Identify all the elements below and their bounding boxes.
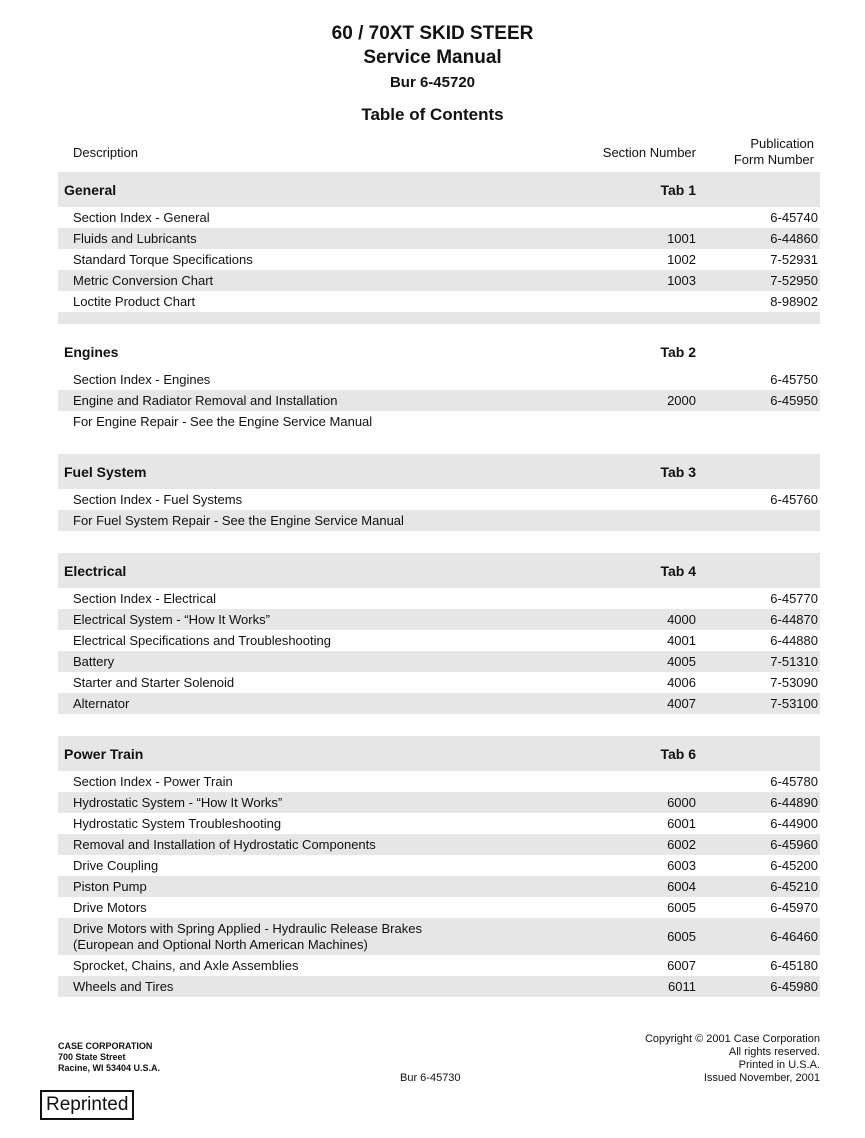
section-header	[58, 454, 820, 489]
footer-bur-number: Bur 6-45730	[400, 1072, 461, 1084]
section-header	[58, 553, 820, 588]
row-description-line: Drive Motors	[73, 900, 147, 915]
toc-row	[58, 693, 820, 714]
manual-subtitle: Service Manual	[363, 47, 502, 68]
row-description-line: Section Index - Power Train	[73, 774, 233, 789]
toc-row	[58, 369, 820, 390]
row-section-number: 6001	[667, 816, 696, 831]
row-description	[73, 612, 270, 628]
row-form-number: 6-45970	[770, 900, 818, 915]
row-section-number: 1002	[667, 252, 696, 267]
row-description-line: Drive Coupling	[73, 858, 159, 873]
row-section-number: 1001	[667, 231, 696, 246]
row-description	[73, 591, 216, 607]
toc-row	[58, 771, 820, 792]
row-description-line: Alternator	[73, 696, 130, 711]
corp-street: 700 State Street	[58, 1052, 126, 1062]
row-description	[73, 414, 372, 430]
toc-row	[58, 228, 820, 249]
row-section-number: 6003	[667, 858, 696, 873]
section-tab: Tab 2	[660, 344, 696, 360]
row-description	[73, 837, 376, 853]
section-name: Electrical	[64, 563, 127, 579]
copyright-line: Copyright © 2001 Case Corporation	[644, 1033, 820, 1045]
section-gap	[58, 531, 820, 553]
toc-row	[58, 249, 820, 270]
section-header	[58, 334, 820, 369]
row-section-number: 6002	[667, 837, 696, 852]
row-description-line: Loctite Product Chart	[73, 294, 196, 309]
row-form-number: 6-45780	[770, 774, 818, 789]
toc-row	[58, 876, 820, 897]
row-description-line: Fluids and Lubricants	[73, 231, 197, 246]
row-section-number: 6007	[667, 958, 696, 973]
row-form-number: 6-45210	[770, 879, 818, 894]
row-description-line: Drive Motors with Spring Applied - Hydraulic Release Brakes	[73, 921, 422, 936]
publication-header	[734, 136, 814, 168]
row-description	[73, 696, 129, 712]
toc-row	[58, 976, 820, 997]
section-number-header: Section Number	[602, 145, 696, 160]
row-section-number: 2000	[667, 393, 696, 408]
row-description	[73, 958, 298, 974]
toc-row	[58, 813, 820, 834]
row-form-number: 7-52950	[770, 273, 818, 288]
row-form-number: 6-44870	[770, 612, 818, 627]
row-description	[73, 492, 242, 508]
row-description	[73, 900, 147, 916]
section-header	[58, 736, 820, 771]
row-description-line: Section Index - Engines	[73, 372, 211, 387]
rights-line: All rights reserved.	[728, 1046, 820, 1058]
row-form-number: 7-53090	[770, 675, 818, 690]
row-form-number: 6-46460	[770, 929, 818, 944]
row-description	[73, 675, 234, 691]
section-name: Engines	[64, 344, 119, 360]
toc-row	[58, 792, 820, 813]
bur-number: Bur 6-45720	[389, 74, 476, 91]
reprinted-stamp: Reprinted	[40, 1090, 134, 1120]
row-section-number: 6000	[667, 795, 696, 810]
row-section-number: 4006	[667, 675, 696, 690]
row-section-number: 1003	[667, 273, 696, 288]
toc-row	[58, 207, 820, 228]
section-tab: Tab 1	[660, 182, 696, 198]
row-description	[73, 921, 422, 953]
section-tab: Tab 3	[660, 464, 696, 480]
row-form-number: 6-45950	[770, 393, 818, 408]
row-form-number: 7-51310	[770, 654, 818, 669]
row-description-line: Standard Torque Specifications	[73, 252, 253, 267]
row-description	[73, 393, 338, 409]
toc-row	[58, 291, 820, 312]
row-form-number: 7-53100	[770, 696, 818, 711]
publication-header-line1: Publication	[750, 136, 814, 151]
row-form-number: 6-45750	[770, 372, 818, 387]
section-tab: Tab 4	[660, 563, 696, 579]
row-description	[73, 294, 195, 310]
row-section-number: 4000	[667, 612, 696, 627]
row-description-line: Hydrostatic System Troubleshooting	[73, 816, 282, 831]
section-name: Fuel System	[64, 464, 147, 480]
row-description-line: Electrical Specifications and Troubleshooting	[73, 633, 331, 648]
row-description-line: For Fuel System Repair - See the Engine Service Manual	[73, 513, 404, 528]
row-section-number: 4005	[667, 654, 696, 669]
row-section-number: 4007	[667, 696, 696, 711]
row-description	[73, 273, 213, 289]
toc-row	[58, 651, 820, 672]
row-form-number: 6-45760	[770, 492, 818, 507]
section-header	[58, 172, 820, 207]
toc-row	[58, 630, 820, 651]
toc-row	[58, 672, 820, 693]
row-section-number: 6011	[668, 979, 696, 994]
publication-header-line2: Form Number	[733, 152, 814, 167]
row-form-number: 6-45770	[770, 591, 818, 606]
row-description-line: Engine and Radiator Removal and Installation	[73, 393, 338, 408]
row-form-number: 6-45200	[770, 858, 818, 873]
row-description	[73, 633, 331, 649]
row-form-number: 6-45960	[770, 837, 818, 852]
row-description-line: For Engine Repair - See the Engine Service Manual	[73, 414, 373, 429]
row-form-number: 6-45740	[770, 210, 818, 225]
corporation-address	[58, 1041, 160, 1074]
row-form-number: 6-45980	[770, 979, 818, 994]
row-description	[73, 816, 281, 832]
row-form-number: 6-44890	[770, 795, 818, 810]
column-headers	[58, 136, 820, 172]
row-description-line: Section Index - General	[73, 210, 210, 225]
manual-title: 60 / 70XT SKID STEER	[331, 23, 534, 44]
toc-row	[58, 855, 820, 876]
section-gap	[58, 324, 820, 334]
row-description-line: Starter and Starter Solenoid	[73, 675, 235, 690]
row-description	[73, 979, 173, 995]
section-gap	[58, 714, 820, 736]
row-section-number: 4001	[667, 633, 696, 648]
row-description	[73, 372, 210, 388]
table-of-contents	[58, 172, 820, 997]
toc-row	[58, 897, 820, 918]
row-description-line: Hydrostatic System - “How It Works”	[73, 795, 283, 810]
corp-name: CASE CORPORATION	[58, 1041, 153, 1051]
row-form-number: 6-44860	[770, 231, 818, 246]
row-description	[73, 513, 404, 529]
row-form-number: 6-44880	[770, 633, 818, 648]
section-name: General	[64, 182, 117, 198]
row-description-line: Piston Pump	[73, 879, 147, 894]
toc-title: Table of Contents	[361, 105, 504, 124]
row-description	[73, 774, 233, 790]
toc-row	[58, 390, 820, 411]
row-form-number: 7-52931	[770, 252, 818, 267]
row-description	[73, 858, 158, 874]
toc-row	[58, 609, 820, 630]
row-section-number: 6005	[667, 929, 696, 944]
row-description-line2: (European and Optional North American Machines)	[73, 937, 368, 952]
row-description-line: Electrical System - “How It Works”	[73, 612, 270, 627]
row-section-number: 6005	[667, 900, 696, 915]
row-form-number: 6-44900	[770, 816, 818, 831]
toc-row	[58, 489, 820, 510]
toc-row	[58, 834, 820, 855]
toc-row	[58, 510, 820, 531]
section-name: Power Train	[64, 746, 144, 762]
toc-row	[58, 955, 820, 976]
section-spacer	[58, 312, 820, 324]
toc-row	[58, 270, 820, 291]
issued-line: Issued November, 2001	[703, 1072, 820, 1084]
corp-city: Racine, WI 53404 U.S.A.	[58, 1063, 161, 1073]
row-description-line: Metric Conversion Chart	[73, 273, 214, 288]
row-description-line: Sprocket, Chains, and Axle Assemblies	[73, 958, 299, 973]
row-description	[73, 654, 114, 670]
row-description	[73, 795, 282, 811]
section-gap	[58, 432, 820, 454]
row-description-line: Battery	[73, 654, 115, 669]
row-description	[73, 210, 210, 226]
row-description-line: Removal and Installation of Hydrostatic Components	[73, 837, 376, 852]
row-description	[73, 252, 253, 268]
toc-row	[58, 918, 820, 955]
title-block	[0, 22, 865, 126]
toc-row	[58, 411, 820, 432]
toc-row	[58, 588, 820, 609]
row-form-number: 8-98902	[770, 294, 818, 309]
row-description-line: Wheels and Tires	[73, 979, 174, 994]
description-header: Description	[73, 145, 139, 160]
copyright-block	[645, 1033, 820, 1085]
printed-line: Printed in U.S.A.	[738, 1059, 820, 1071]
row-description-line: Section Index - Fuel Systems	[73, 492, 243, 507]
section-tab: Tab 6	[660, 746, 696, 762]
row-description	[73, 231, 197, 247]
row-description	[73, 879, 147, 895]
row-section-number: 6004	[667, 879, 696, 894]
row-description-line: Section Index - Electrical	[73, 591, 217, 606]
row-form-number: 6-45180	[770, 958, 818, 973]
